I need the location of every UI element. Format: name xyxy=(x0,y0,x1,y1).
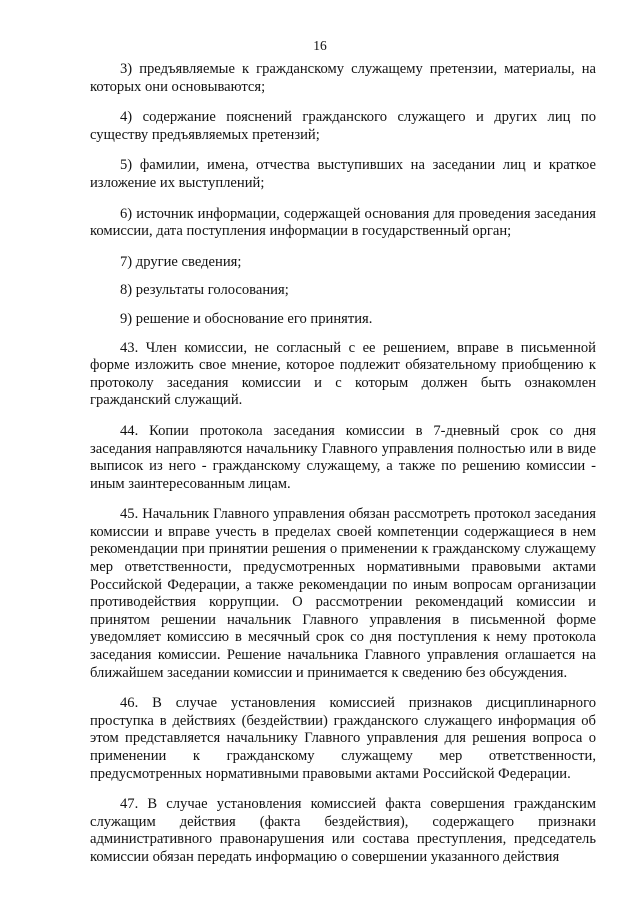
paragraph-item-3: 3) предъявляемые к гражданскому служащему претензии, материалы, на которых они основываются; xyxy=(90,61,596,95)
paragraph-clause-44: 44. Копии протокола заседания комиссии в 7-дневный срок со дня заседания направляются начальнику Главного управления полностью или в виде выписок из него - гражданскому служащему, а также по решению комиссии - иным заинтересованным лицам. xyxy=(90,422,596,492)
paragraph-clause-47: 47. В случае установления комиссией факта совершения гражданским служащим действия (факта бездействия), содержащего признаки административного правонарушения или состава преступления, председатель комиссии обязан передать информацию о совершении указанного действия xyxy=(90,796,596,865)
paragraph-item-8: 8) результаты голосования; xyxy=(120,282,289,299)
paragraph-clause-43: 43. Член комиссии, не согласный с ее решением, вправе в письменной форме изложить свое мнение, которое подлежит обязательному приобщению к протоколу заседания комиссии и с которым должен быть ознакомлен гражданский служащий. xyxy=(90,339,596,409)
paragraph-item-4: 4) содержание пояснений гражданского служащего и других лиц по существу предъявляемых претензий; xyxy=(90,109,596,143)
document-body xyxy=(90,61,596,880)
paragraph-clause-45: 45. Начальник Главного управления обязан рассмотреть протокол заседания комиссии и вправе учесть в пределах своей компетенции содержащиеся в нем рекомендации при принятии решения о применении к гражданскому служащему мер ответственности, предусмотренных нормативными правовыми актами Российской Федерации, а также рекомендации по иным вопросам организации противодействия коррупции. О рассмотрении рекомендаций комиссии и принятом решении начальник Главного управления в письменной форме уведомляет комиссию в месячный срок со дня поступления к нему протокола заседания комиссии. Решение начальника Главного управления оглашается на ближайшем заседании комиссии и принимается к сведению без обсуждения. xyxy=(90,506,596,681)
page-number: 16 xyxy=(313,38,327,53)
paragraph-item-6: 6) источник информации, содержащей основания для проведения заседания комиссии, дата поступления информации в государственный орган; xyxy=(90,205,596,240)
paragraph-item-5: 5) фамилии, имена, отчества выступивших на заседании лиц и краткое изложение их выступлений; xyxy=(90,157,596,191)
paragraph-clause-46: 46. В случае установления комиссией признаков дисциплинарного проступка в действиях (бездействии) гражданского служащего информация об этом представляется начальнику Главного управления для решения вопроса о применении к гражданскому служащему мер ответственности, предусмотренных нормативными правовыми актами Российской Федерации. xyxy=(90,695,596,782)
paragraph-item-9: 9) решение и обоснование его принятия. xyxy=(120,310,373,327)
paragraph-item-7: 7) другие сведения; xyxy=(120,253,242,270)
